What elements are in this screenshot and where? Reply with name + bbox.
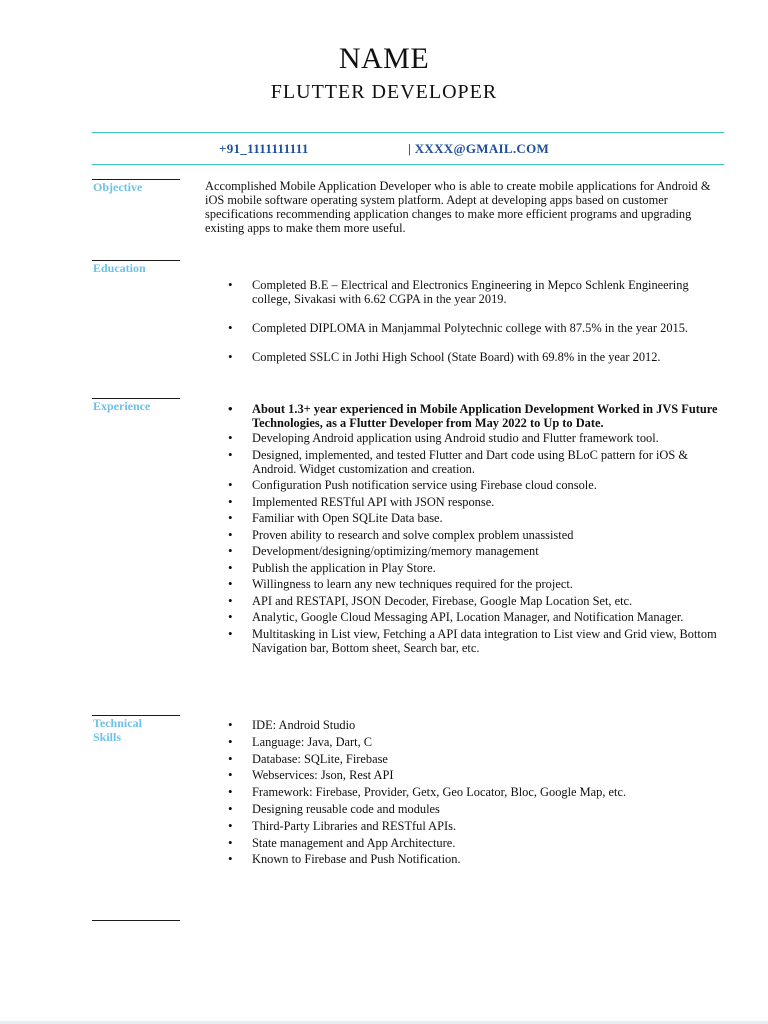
list-item: • Third-Party Libraries and RESTful APIs. <box>228 819 724 833</box>
resume-role: FLUTTER DEVELOPER <box>270 81 498 103</box>
list-item: • Proven ability to research and solve complex problem unassisted <box>228 528 724 542</box>
list-item: • Completed DIPLOMA in Manjammal Polytechnic college with 87.5% in the year 2015. <box>228 321 724 335</box>
list-item: • Known to Firebase and Push Notification. <box>228 852 724 866</box>
header-divider-bottom <box>92 164 724 165</box>
list-item: • Designed, implemented, and tested Flutter and Dart code using BLoC pattern for iOS & Android. Widget customization and creation. <box>228 448 724 476</box>
contact-email: | XXXX@GMAIL.COM <box>408 141 550 156</box>
resume-name: NAME <box>338 42 430 75</box>
list-item: • About 1.3+ year experienced in Mobile Application Development Worked in JVS Future Technologies, as a Flutter Developer from May 2022 to Up to Date. <box>228 402 724 430</box>
list-item: • Familiar with Open SQLite Data base. <box>228 511 724 525</box>
list-item: • Configuration Push notification service using Firebase cloud console. <box>228 478 724 492</box>
list-item: • Analytic, Google Cloud Messaging API, Location Manager, and Notification Manager. <box>228 610 724 624</box>
list-item: • Publish the application in Play Store. <box>228 561 724 575</box>
education-list <box>228 278 724 379</box>
list-item: • IDE: Android Studio <box>228 718 724 732</box>
technical-list <box>228 718 724 869</box>
list-item: • Language: Java, Dart, C <box>228 735 724 749</box>
experience-list <box>228 402 724 657</box>
list-item: • Developing Android application using Android studio and Flutter framework tool. <box>228 431 724 445</box>
education-label: Education <box>93 261 146 275</box>
experience-label: Experience <box>93 399 151 413</box>
technical-label <box>93 716 142 744</box>
contact-phone: +91_1111111111 <box>219 141 309 156</box>
objective-label: Objective <box>93 180 143 194</box>
list-item: • Webservices: Json, Rest API <box>228 768 724 782</box>
list-item: • Implemented RESTful API with JSON response. <box>228 495 724 509</box>
list-item: • State management and App Architecture. <box>228 836 724 850</box>
list-item: • API and RESTAPI, JSON Decoder, Firebase, Google Map Location Set, etc. <box>228 594 724 608</box>
list-item: • Framework: Firebase, Provider, Getx, Geo Locator, Bloc, Google Map, etc. <box>228 785 724 799</box>
technical-label-line1: Technical <box>93 716 142 730</box>
list-item: • Willingness to learn any new techniques required for the project. <box>228 577 724 591</box>
list-item: • Development/designing/optimizing/memory management <box>228 544 724 558</box>
list-item: • Completed SSLC in Jothi High School (State Board) with 69.8% in the year 2012. <box>228 350 724 364</box>
list-item: • Database: SQLite, Firebase <box>228 752 724 766</box>
list-item: • Completed B.E – Electrical and Electronics Engineering in Mepco Schlenk Engineering college, Sivakasi with 6.62 CGPA in the year 2019. <box>228 278 724 306</box>
trailing-rule <box>92 920 180 921</box>
technical-label-line2: Skills <box>93 730 122 744</box>
list-item: • Designing reusable code and modules <box>228 802 724 816</box>
objective-text: Accomplished Mobile Application Developer who is able to create mobile applications for Android & iOS mobile software operating system platform. Adept at developing apps based on customer specifications recommending application changes to make more efficient programs and upgrading existing apps to make them more useful. <box>205 179 711 235</box>
list-item: • Multitasking in List view, Fetching a API data integration to List view and Grid view, Bottom Navigation bar, Bottom sheet, Search bar, etc. <box>228 627 724 655</box>
header-divider-top <box>92 132 724 133</box>
